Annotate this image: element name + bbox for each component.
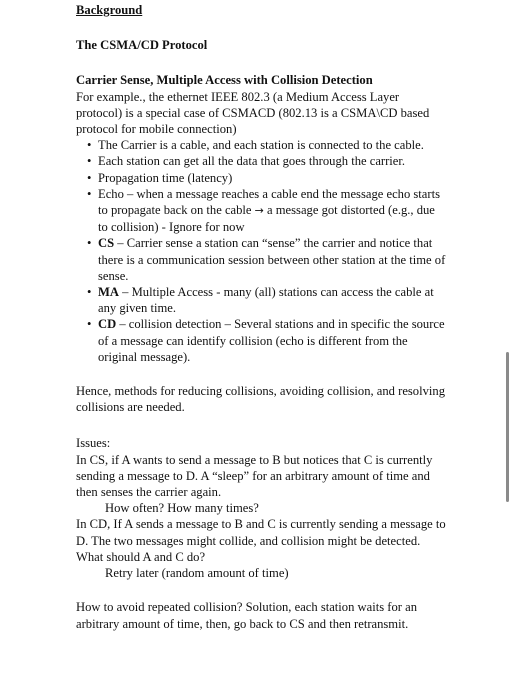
issues-label: Issues: xyxy=(76,436,111,451)
avoid-paragraph: How to avoid repeated collision? Solution, each station waits for an arbitrary amount of time, then, go back to CS and then retransmit. xyxy=(76,600,417,631)
bullet-dot: • xyxy=(87,138,92,153)
issue-cs-question: How often? How many times? xyxy=(105,501,259,516)
list-item-text: – Multiple Access - many (all) stations can access the cable at any given time. xyxy=(98,285,434,316)
section-heading: Background xyxy=(76,3,143,17)
bullet-dot: • xyxy=(87,170,92,185)
right-arrow-icon: → xyxy=(254,204,264,218)
list-item xyxy=(76,316,446,365)
term-cd: CD xyxy=(98,317,117,332)
bullet-dot: • xyxy=(87,317,92,332)
bullet-dot: • xyxy=(87,236,92,251)
document-page xyxy=(76,0,446,632)
issue-cs-text: In CS, if A wants to send a message to B but notices that C is currently sending a message to D. A “sleep” for an arbitrary amount of time and then senses the carrier again. xyxy=(76,452,433,500)
issue-cd-answer: Retry later (random amount of time) xyxy=(105,566,289,581)
bullet-dot: • xyxy=(87,186,92,201)
carrier-bullets xyxy=(76,137,446,235)
bullet-dot: • xyxy=(87,285,92,300)
csmacd-bullets xyxy=(76,235,446,365)
list-item xyxy=(76,170,446,186)
list-item xyxy=(76,137,446,153)
list-item-text: a message got distorted (e.g., due to collision) - Ignore for now xyxy=(98,203,435,235)
intro-paragraph: For example., the ethernet IEEE 802.3 (a Medium Access Layer protocol) is a special case of CSMACD (802.13 is a CSMA\CD based protocol for mobile connection) xyxy=(76,89,430,137)
issues-block xyxy=(76,435,446,581)
term-cs: CS xyxy=(98,236,115,251)
list-item xyxy=(76,153,446,169)
list-item-text: Echo – when a message reaches a cable end the message echo starts to propagate back on the cable xyxy=(98,186,440,218)
list-item xyxy=(76,284,446,316)
issue-cd-text: In CD, If A sends a message to B and C is currently sending a message to D. The two messages might collide, and collision might be detected. What should A and C do? xyxy=(76,517,446,564)
bullet-dot: • xyxy=(87,154,92,169)
list-item xyxy=(76,186,446,236)
list-item-text: – collision detection – Several stations and in specific the source of a message can identify collision (echo is different from the original message). xyxy=(98,317,445,364)
list-item xyxy=(76,235,446,284)
list-item-text: – Carrier sense a station can “sense” the carrier and notice that there is a communication session between other station at the time of sense. xyxy=(98,236,446,283)
list-item-text: Propagation time (latency) xyxy=(98,170,233,185)
list-item-text: The Carrier is a cable, and each station is connected to the cable. xyxy=(98,138,424,153)
section-title: Carrier Sense, Multiple Access with Collision Detection xyxy=(76,73,373,88)
document-title: The CSMA/CD Protocol xyxy=(76,38,208,53)
term-ma: MA xyxy=(98,285,119,300)
vertical-scrollbar[interactable] xyxy=(506,352,509,502)
list-item-text: Each station can get all the data that goes through the carrier. xyxy=(98,154,406,169)
hence-paragraph: Hence, methods for reducing collisions, avoiding collision, and resolving collisions are needed. xyxy=(76,384,445,415)
